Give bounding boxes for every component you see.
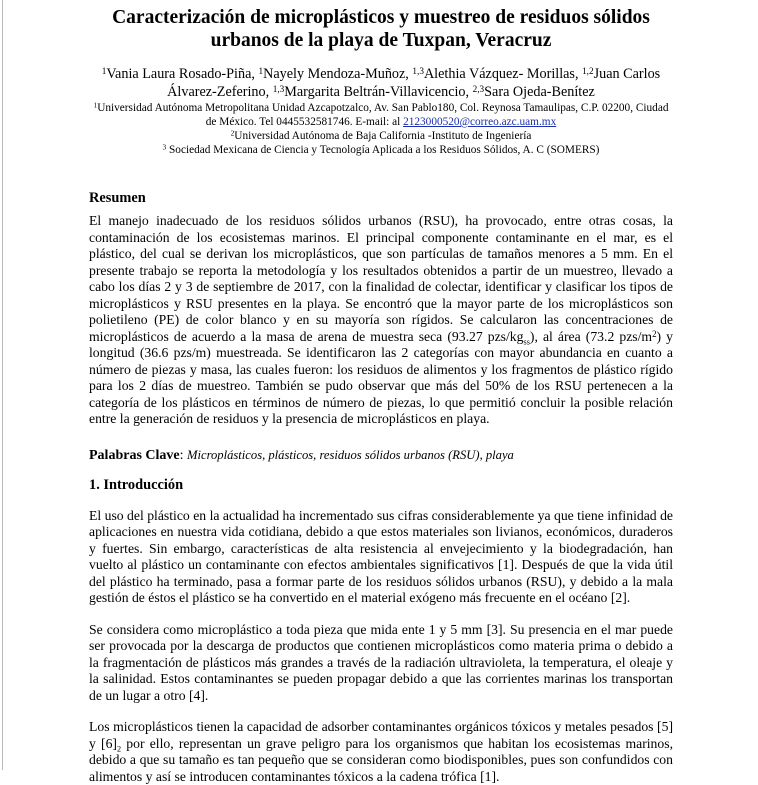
keywords: Palabras Clave: Microplásticos, plásticos, residuos sólidos urbanos (RSU), playa xyxy=(89,447,514,463)
keywords-values: Microplásticos, plásticos, residuos sólidos urbanos (RSU), playa xyxy=(187,447,514,462)
author-list xyxy=(89,65,673,101)
author: $^1$Nayely Mendoza-Muñoz, xyxy=(258,65,413,82)
email-link[interactable]: 2123000520@correo.azc.uam.mx xyxy=(403,116,557,128)
affiliation-2: $^2$Universidad Autónoma de Baja California -Instituto de Ingeniería xyxy=(230,128,532,142)
affiliation-3: $^3$ Sociedad Mexicana de Ciencia y Tecnología Aplicada a los Residuos Sólidos, A. C (SOMERS) xyxy=(162,142,600,156)
title-line-1: Caracterización de microplásticos y muestreo de residuos sólidos xyxy=(112,7,650,28)
intro-paragraph-2: Se considera como microplástico a toda pieza que mida ente 1 y 5 mm [3]. Su presencia en el mar puede ser provocada por la descarga de productos que contienen microplásticos como materia prima o debido a la fragmentación de plásticos más grandes a través de la radiación ultravioleta, la temperatura, el oleaje y la salinidad. Estos contaminantes se pueden propagar debido a que las corrientes marinas los transportan de un lugar a otro [4]. xyxy=(89,621,673,703)
introduction-heading: 1. Introducción xyxy=(89,476,184,493)
author: $^{2,3}$Sara Ojeda-Benítez xyxy=(472,83,595,100)
abstract-heading: Resumen xyxy=(89,190,146,206)
keywords-label: Palabras Clave xyxy=(89,447,180,463)
title-line-2: urbanos de la playa de Tuxpan, Veracruz xyxy=(210,30,552,51)
paper-page xyxy=(89,0,673,785)
page-left-border xyxy=(2,0,3,770)
paper-title xyxy=(79,6,683,52)
intro-paragraph-1: El uso del plástico en la actualidad ha incrementado sus cifras considerablemente ya que tiene infinidad de aplicaciones en nuestra vida cotidiana, debido a que estos materiales son livianos, económicos, duraderos y fuertes. Sin embargo, características de alta resistencia al envejecimiento y la biodegradación, han vuelto al plástico un contaminante con efectos ambientales significativos [1]. Después de que la vida útil del plástico ha terminado, pasa a formar parte de los residuos sólidos urbanos (RSU), y debido a la mala gestión de éstos el plástico se ha convertido en el material exógeno más frecuente en el océano [2]. xyxy=(89,507,673,605)
author: $^{1,3}$Margarita Beltrán-Villavicencio, xyxy=(272,83,473,100)
intro-paragraph-3: Los microplásticos tienen la capacidad de adsorber contaminantes orgánicos tóxicos y metales pesados [5] y $[6]_2$ por ello, representan un grave peligro para los organismos que habitan los ecosistemas marinos, debido a que su tamaño es tan pequeño que se consideran como biodisponibles, pues son confundidos con alimentos y así se introducen contaminantes tóxicos a la cadena trófica [1]. xyxy=(89,719,673,784)
author: $^{1,2}$Juan Carlos Álvarez-Zeferino, xyxy=(167,65,661,100)
author: $^{1,3}$Alethia Vázquez- Morillas, xyxy=(412,65,583,82)
abstract-text: El manejo inadecuado de los residuos sólidos urbanos (RSU), ha provocado, entre otras cosas, la contaminación de los ecosistemas marinos. El principal componente contaminante en el mar, es el plástico, del cual se derivan los microplásticos, que son partículas de tamaños menores a 5 mm. En el presente trabajo se reporta la metodología y los resultados obtenidos a partir de un muestreo, llevado a cabo los días 2 y 3 de septiembre de 2017, con la finalidad de colectar, identificar y clasificar los tipos de microplásticos y RSU presentes en la playa. Se encontró que la mayor parte de los microplásticos son polietileno (PE) de color blanco y en su mayoría son rígidos. Se calcularon las concentraciones de microplásticos de acuerdo a la masa de arena de muestra seca (93.27 pzs/$kg_{ss}$), al área (73.2 pzs/$m^2$) y longitud (36.6 pzs/m) muestreada. Se identificaron las 2 categorías con mayor abundancia en cuanto a número de piezas y masa, las cuales fueron: los residuos de alimentos y los fragmentos de plástico rígido para los 2 días de muestreo. También se pudo observar que más del 50% de los RSU pertenecen a la categoría de los plásticos en términos de número de piezas, lo que permitió concluir la posible relación entre la generación de residuos y la presencia de microplásticos en playa. xyxy=(89,213,673,426)
author: $^1$Vania Laura Rosado-Piña, xyxy=(101,65,259,82)
affiliation-1: $^1$Universidad Autónoma Metropolitana Unidad Azcapotzalco, Av. San Pablo180, Col. Reynosa Tamaulipas, C.P. 02200, Ciudad de México. Tel 0445532581746. E-mail: al 2123000520@correo.azc.uam.mx xyxy=(93,100,669,128)
